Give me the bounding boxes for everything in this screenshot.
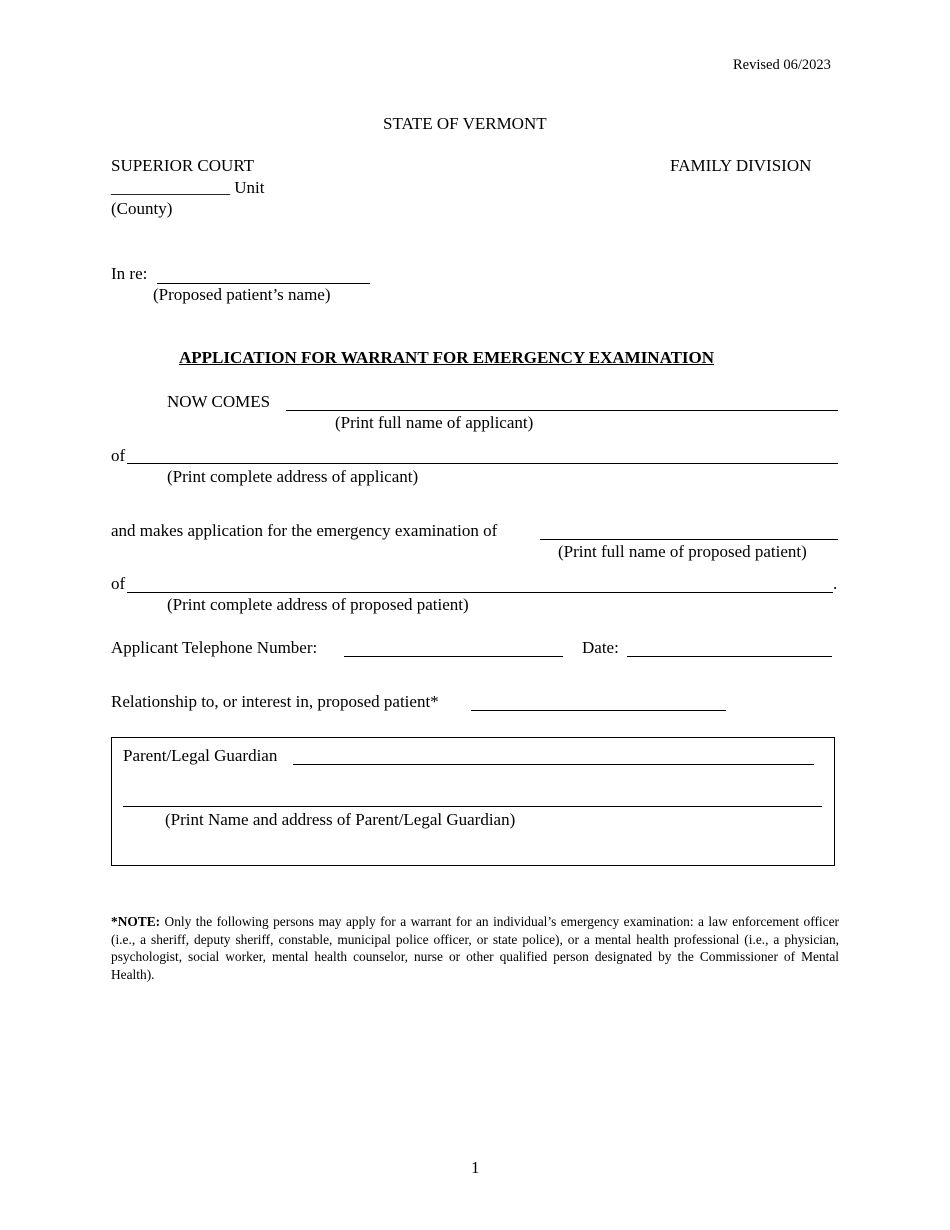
patient-address-caption: (Print complete address of proposed patient) [167, 595, 469, 614]
note-text: Only the following persons may apply for a warrant for an individual’s emergency examination: a law enforcement officer (i.e., a sheriff, deputy sheriff, constable, municipal police officer, or state police), or a mental health professional (i.e., a physician, psychologist, social worker, mental health counselor, nurse or other qualified person designated by the Commissioner of Mental Health). [111, 914, 839, 982]
unit-line [111, 178, 264, 198]
phone-field[interactable] [344, 656, 563, 657]
proposed-patient-name-caption: (Proposed patient’s name) [153, 285, 331, 304]
guardian-label: Parent/Legal Guardian [123, 746, 278, 765]
phone-label: Applicant Telephone Number: [111, 638, 318, 657]
relationship-label: Relationship to, or interest in, proposed patient* [111, 692, 439, 711]
patient-name-caption: (Print full name of proposed patient) [558, 542, 807, 561]
state-heading: STATE OF VERMONT [383, 114, 547, 133]
county-label: (County) [111, 199, 173, 218]
eligibility-note [111, 913, 839, 983]
of-label-patient: of [111, 574, 126, 593]
applicant-address-caption: (Print complete address of applicant) [167, 467, 419, 486]
unit-label: Unit [234, 178, 265, 197]
note-label: *NOTE: [111, 914, 161, 929]
guardian-address-field[interactable] [123, 806, 822, 807]
court-name: SUPERIOR COURT [111, 156, 255, 175]
court-division: FAMILY DIVISION [670, 156, 812, 175]
makes-application-text: and makes application for the emergency examination of [111, 521, 498, 540]
guardian-caption: (Print Name and address of Parent/Legal Guardian) [165, 810, 516, 829]
patient-address-field[interactable] [127, 592, 833, 593]
of-label-applicant: of [111, 446, 126, 465]
in-re-label: In re: [111, 264, 148, 283]
date-field[interactable] [627, 656, 832, 657]
address-period: . [833, 574, 838, 593]
applicant-name-field[interactable] [286, 410, 838, 411]
guardian-name-field[interactable] [293, 764, 814, 765]
relationship-field[interactable] [471, 710, 726, 711]
date-label: Date: [582, 638, 619, 657]
now-comes-label: NOW COMES [167, 392, 271, 411]
proposed-patient-name-field[interactable] [157, 283, 370, 284]
form-title: APPLICATION FOR WARRANT FOR EMERGENCY EXAMINATION [179, 348, 715, 367]
applicant-name-caption: (Print full name of applicant) [335, 413, 534, 432]
applicant-address-field[interactable] [127, 463, 838, 464]
patient-name-field[interactable] [540, 539, 838, 540]
page-number: 1 [471, 1158, 480, 1177]
revised-date: Revised 06/2023 [733, 57, 831, 73]
unit-blank[interactable]: ______________ [111, 178, 230, 197]
